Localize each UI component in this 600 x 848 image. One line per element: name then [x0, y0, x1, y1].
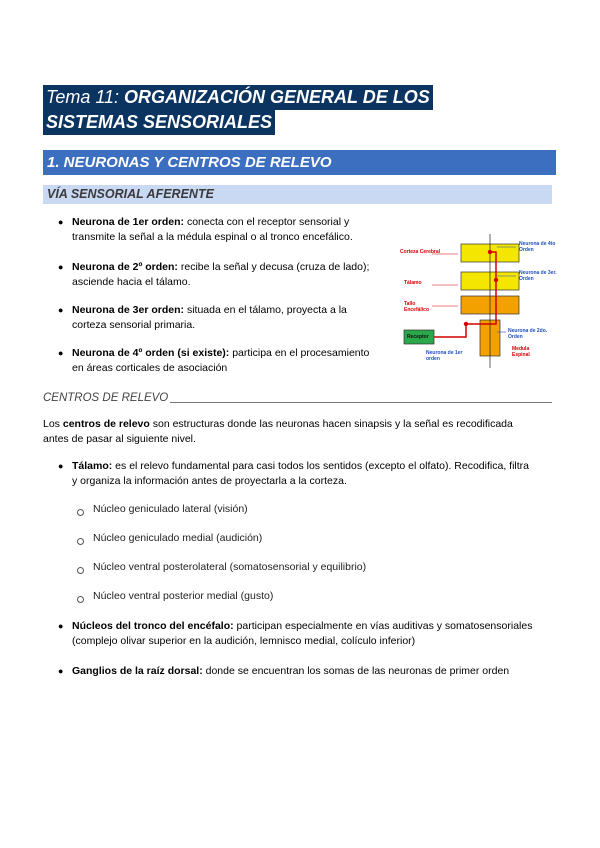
item-text: recibe la señal y decusa (cruza de lado); — [177, 261, 370, 273]
section-heading: 1. NEURONAS Y CENTROS DE RELEVO — [43, 150, 556, 175]
second-order-label-1: Neurona de 2do. — [508, 328, 548, 334]
brainstem-label-1: Tallo — [404, 301, 416, 307]
spinal-label-1: Medula — [512, 346, 530, 352]
list-item — [72, 346, 402, 376]
bullet-icon: ● — [58, 305, 64, 315]
list-item — [72, 619, 572, 649]
spinal-label-2: Espinal — [512, 352, 530, 358]
brainstem-label-2: Encefálico — [404, 307, 430, 313]
page-title-line2 — [43, 110, 275, 135]
bullet-icon: ● — [58, 461, 64, 471]
relay-heading-text: CENTROS DE RELEVO — [43, 392, 169, 404]
circle-bullet-icon — [77, 596, 84, 603]
bullet-icon: ● — [58, 621, 64, 631]
intro-text-pre: Los — [43, 418, 63, 430]
item-label: Tálamo: — [72, 460, 113, 472]
page-title-line1 — [43, 85, 433, 110]
title-prefix: Tema 11: — [46, 87, 120, 107]
third-order-label-2: Orden — [519, 276, 534, 282]
second-order-label-2: Orden — [508, 334, 523, 340]
list-item — [72, 215, 392, 245]
bullet-icon: ● — [58, 217, 64, 227]
item-text: participa en el procesamiento — [229, 347, 370, 359]
item-text-cont: transmite la señal a la médula espinal o al tronco encefálico. — [72, 231, 353, 243]
intro-text-post: son estructuras donde las neuronas hacen sinapsis y la señal es recodificada — [149, 418, 513, 430]
item-text: es el relevo fundamental para casi todos los sentidos (excepto el olfato). Recodifica, filtra — [112, 460, 529, 472]
fourth-order-label-1: Neurona de 4to — [519, 241, 556, 247]
relay-heading — [43, 388, 552, 403]
title-line2-text: SISTEMAS SENSORIALES — [46, 112, 273, 132]
subsection-heading-afferent: VÍA SENSORIAL AFERENTE — [43, 185, 552, 204]
circle-bullet-icon — [77, 538, 84, 545]
list-item: Núcleo ventral posterolateral (somatosensorial y equilibrio) — [93, 561, 367, 573]
item-label: Neurona de 2º orden: — [72, 261, 178, 273]
cortex-label: Corteza Cerebral — [400, 249, 441, 255]
list-item — [72, 664, 572, 679]
item-text-cont: asciende hacia el tálamo. — [72, 276, 191, 288]
item-text-cont: y organiza la información antes de proyectarla a la corteza. — [72, 475, 347, 487]
circle-bullet-icon — [77, 509, 84, 516]
item-label: Neurona de 3er orden: — [72, 304, 185, 316]
title-line1-rest: ORGANIZACIÓN GENERAL DE LOS — [119, 87, 430, 107]
item-text: donde se encuentran los somas de las neuronas de primer orden — [202, 665, 510, 677]
intro-bold: centros de relevo — [62, 418, 150, 430]
intro-text-cont: antes de pasar al siguiente nivel. — [43, 433, 196, 445]
first-order-label-1: Neurona de 1er — [426, 350, 463, 356]
receptor-label: Receptor — [407, 334, 429, 340]
bullet-icon: ● — [58, 348, 64, 358]
thalamus-label: Tálamo — [404, 280, 422, 286]
list-item: Núcleo geniculado medial (audición) — [93, 532, 263, 544]
item-text-cont: en áreas corticales de asociación — [72, 362, 228, 374]
item-text: situada en el tálamo, proyecta a la — [184, 304, 347, 316]
list-item — [72, 303, 392, 333]
sensory-pathway-figure — [398, 232, 576, 370]
fourth-order-label-2: Orden — [519, 247, 534, 253]
bullet-icon: ● — [58, 262, 64, 272]
circle-bullet-icon — [77, 567, 84, 574]
item-label: Neurona de 1er orden: — [72, 216, 185, 228]
item-text-cont: corteza sensorial primaria. — [72, 319, 196, 331]
list-item: Núcleo ventral posterior medial (gusto) — [93, 590, 274, 602]
third-order-label-1: Neurona de 3er. — [519, 270, 557, 276]
item-text: conecta con el receptor sensorial y — [184, 216, 350, 228]
list-item — [72, 260, 392, 290]
relay-intro — [43, 417, 563, 447]
list-item — [72, 459, 572, 489]
list-item: Núcleo geniculado lateral (visión) — [93, 503, 248, 515]
item-label: Núcleos del tronco del encéfalo: — [72, 620, 234, 632]
item-label: Ganglios de la raíz dorsal: — [72, 665, 203, 677]
item-text: participan especialmente en vías auditivas y somatosensoriales — [233, 620, 533, 632]
item-text-cont: (complejo olivar superior en la audición, lemnisco medial, colículo inferior) — [72, 635, 416, 647]
first-order-label-2: orden — [426, 356, 440, 362]
item-label: Neurona de 4º orden (si existe): — [72, 347, 230, 359]
bullet-icon: ● — [58, 666, 64, 676]
